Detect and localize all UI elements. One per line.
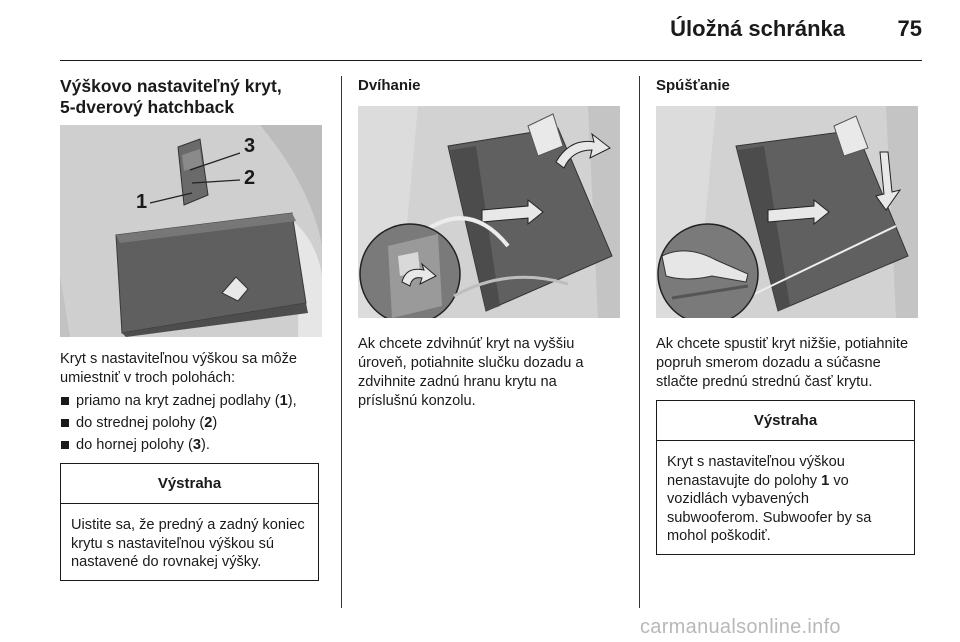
illustration-lowering-svg	[656, 106, 918, 318]
section-title-line1: Výškovo nastaviteľný kryt,	[60, 76, 282, 96]
page-number: 75	[897, 16, 922, 41]
raising-instructions: Ak chcete zdvihnúť kryt na vyššiu úroveň, potiahnite slučku dozadu a zdvihnite zadnú hranu krytu na príslušnú konzolu.	[358, 336, 584, 409]
list-item-text-end: ).	[200, 437, 210, 453]
column-divider-2	[639, 76, 640, 608]
illustration-raising	[358, 106, 620, 318]
list-item-number: 2	[204, 415, 213, 431]
warning-box	[656, 400, 915, 555]
callout-1: 1	[136, 191, 148, 213]
column-middle	[358, 76, 620, 411]
warning-text	[657, 441, 914, 554]
illustration-cover-positions-svg	[60, 125, 322, 337]
column-left	[60, 76, 322, 581]
header-rule	[60, 60, 922, 61]
lowering-instructions: Ak chcete spustiť kryt nižšie, potiahnite popruh smerom dozadu a súčasne stlačte prednú strednú časť krytu.	[656, 336, 909, 390]
illustration-cover-positions	[60, 125, 322, 337]
illustration-lowering	[656, 106, 918, 318]
warning-heading: Výstraha	[61, 464, 318, 504]
callout-3: 3	[244, 135, 256, 157]
position-list	[60, 392, 322, 455]
subsection-title: Spúšťanie	[656, 77, 730, 94]
warning-position-number: 1	[821, 472, 830, 489]
list-item-text: priamo na kryt zadnej podlahy (	[76, 393, 280, 409]
list-item-text: do strednej polohy (	[76, 415, 205, 431]
column-divider-1	[341, 76, 342, 608]
warning-text: Uistite sa, že predný a zadný koniec krytu s nastaviteľnou výškou sú nastavené do rovnakej výšky.	[71, 517, 305, 570]
warning-heading: Výstraha	[657, 401, 914, 441]
section-title	[60, 76, 322, 118]
subsection-title: Dvíhanie	[358, 77, 421, 94]
section-title-line2: 5-dverový hatchback	[60, 97, 235, 117]
list-item-text: do hornej polohy (	[76, 437, 193, 453]
warning-text-start: Kryt s nastaviteľnou výškou nenastavujte do polohy	[667, 454, 845, 489]
list-item-number: 3	[192, 437, 201, 453]
list-item-text-end: ),	[287, 393, 297, 409]
watermark: carmanualsonline.info	[640, 616, 841, 638]
column-right	[656, 76, 918, 555]
list-item	[60, 436, 322, 455]
warning-text-end: vo vozidlách vybavených subwooferom. Subwoofer by sa mohol poškodiť.	[667, 472, 872, 544]
list-item	[60, 414, 322, 433]
callout-2: 2	[244, 167, 256, 189]
list-item	[60, 392, 322, 411]
warning-box	[60, 463, 319, 581]
chapter-title: Úložná schránka	[670, 16, 845, 41]
illustration-raising-svg	[358, 106, 620, 318]
list-item-text-end: )	[212, 415, 218, 431]
list-item-number: 1	[279, 393, 288, 409]
intro-text: Kryt s nastaviteľnou výškou sa môže umiestniť v troch polohách:	[60, 351, 298, 386]
